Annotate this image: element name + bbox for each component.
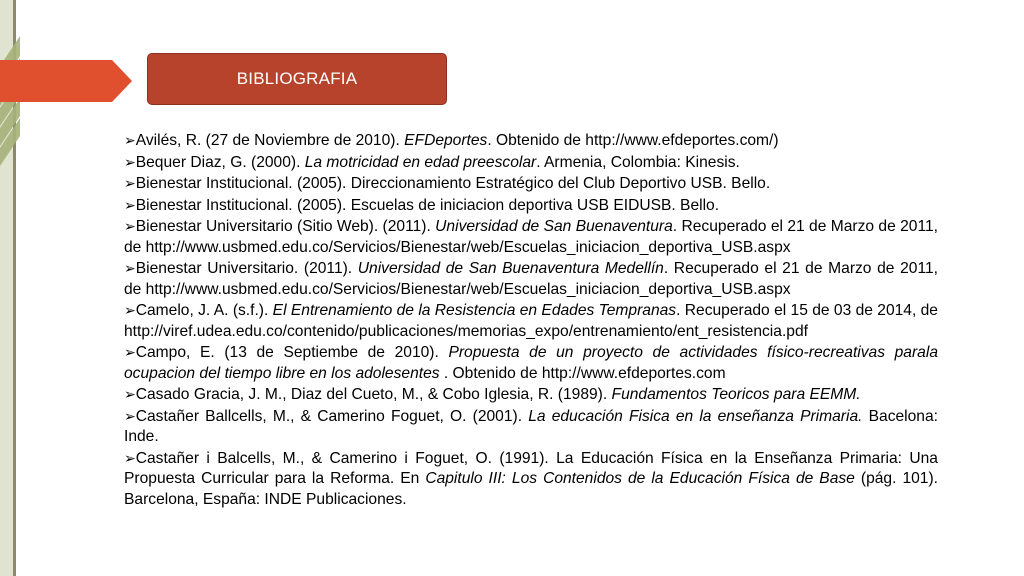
bibliography-entry: ➢Castañer Ballcells, M., & Camerino Foguet, O. (2001). La educación Fisica en la enseñanza Primaria. Bacelona: Inde. [124,407,938,445]
bullet-arrow-icon: ➢ [124,218,136,234]
title-arrow-decor [0,60,132,102]
bibliography-entry: ➢Avilés, R. (27 de Noviembre de 2010). EFDeportes. Obtenido de http://www.efdeportes.com/) [124,132,779,149]
bullet-arrow-icon: ➢ [124,132,136,148]
bullet-arrow-icon: ➢ [124,175,136,191]
bullet-arrow-icon: ➢ [124,153,136,170]
bibliography-entry: ➢Casado Gracia, J. M., Diaz del Cueto, M., & Cobo Iglesia, R. (1989). Fundamentos Teoricos para EEMM. [124,386,861,403]
slide-title: BIBLIOGRAFIA [147,53,447,105]
bullet-arrow-icon: ➢ [124,407,136,424]
bibliography-entry: ➢Bienestar Institucional. (2005). Direccionamiento Estratégico del Club Deportivo USB. Bello. [124,175,771,192]
bullet-arrow-icon: ➢ [124,260,136,276]
bibliography-list [124,130,938,510]
bibliography-entry: ➢Camelo, J. A. (s.f.). El Entrenamiento de la Resistencia en Edades Tempranas. Recuperado el 15 de 03 de 2014, de http://viref.udea.edu.co/contenido/publicaciones/memorias_expo/entrenamiento/ent_resistencia.pdf [124,302,938,340]
bullet-arrow-icon: ➢ [124,344,136,360]
bibliography-entry: ➢Bienestar Universitario. (2011). Universidad de San Buenaventura Medellín. Recuperado el 21 de Marzo de 2011, de http://www.usbmed.edu.co/Servicios/Bienestar/web/Escuelas_iniciacion_deportiva_USB.aspx [124,260,938,298]
bullet-arrow-icon: ➢ [124,386,136,402]
bibliography-entry: ➢Campo, E. (13 de Septiembe de 2010). Propuesta de un proyecto de actividades físico-recreativas parala ocupacion del tiempo libre en los adolesentes . Obtenido de http://www.efdeportes.com [124,344,938,382]
bullet-arrow-icon: ➢ [124,302,136,318]
bibliography-entry: ➢Castañer i Balcells, M., & Camerino i Foguet, O. (1991). La Educación Física en la Enseñanza Primaria: Una Propuesta Curricular para la Reforma. En Capitulo III: Los Contenidos de la Educación Física de Base (pág. 101). Barcelona, España: INDE Publicaciones. [124,449,938,508]
bibliography-entry: ➢Bienestar Institucional. (2005). Escuelas de iniciacion deportiva USB EIDUSB. Bello. [124,196,720,214]
bullet-arrow-icon: ➢ [124,449,136,466]
bibliography-entry: ➢Bequer Diaz, G. (2000). La motricidad en edad preescolar. Armenia, Colombia: Kinesis. [124,153,740,171]
bibliography-entry: ➢Bienestar Universitario (Sitio Web). (2011). Universidad de San Buenaventura. Recuperado el 21 de Marzo de 2011, de http://www.usbmed.edu.co/Servicios/Bienestar/web/Escuelas_iniciacion_deportiva_USB.aspx [124,218,938,256]
bullet-arrow-icon: ➢ [124,196,136,213]
